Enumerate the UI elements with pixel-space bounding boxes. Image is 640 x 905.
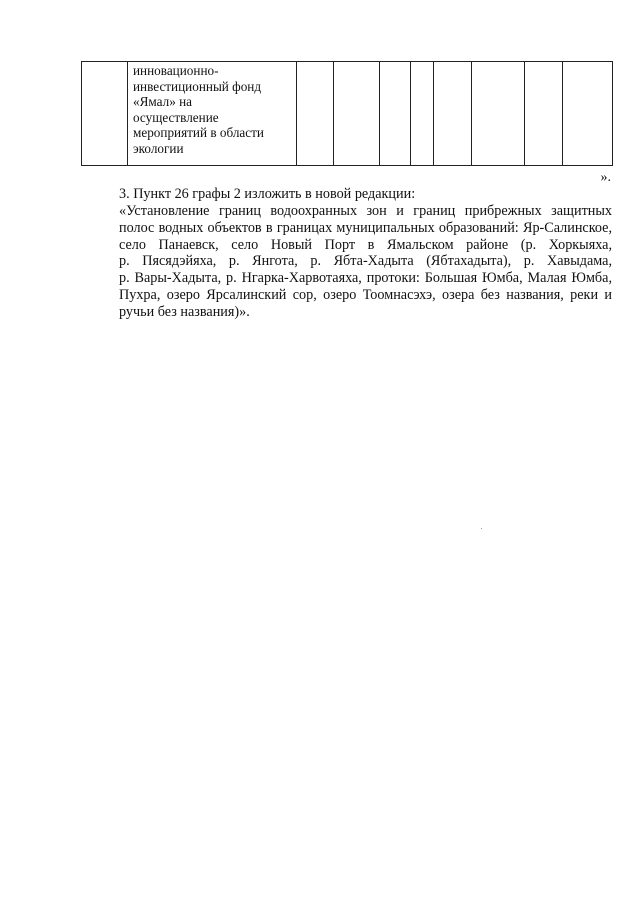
table-cell-empty — [563, 62, 613, 166]
cell-text-line: «Ямал» на — [133, 94, 192, 110]
body-line: село Панаевск, село Новый Порт в Ямальском районе (р. Хоркыяха, — [119, 236, 612, 253]
table-cell-empty — [411, 62, 434, 166]
body-line: полос водных объектов в границах муниципальных образований: Яр-Салинское, — [119, 219, 612, 236]
body-line: р. Пясядэйяха, р. Янгота, р. Ябта-Хадыта (Ябтахадыта), р. Хавыдама, — [119, 253, 612, 270]
table-cell-empty — [297, 62, 334, 166]
table-cell-empty — [334, 62, 380, 166]
table-cell-empty — [525, 62, 563, 166]
table-cell-empty — [472, 62, 525, 166]
section-3-body — [81, 203, 612, 321]
table-cell-empty — [434, 62, 472, 166]
cell-text-line: экологии — [133, 140, 184, 156]
closing-quote: ». — [600, 170, 611, 185]
table-cell-number — [82, 62, 128, 166]
table-cell-empty — [380, 62, 411, 166]
table-fragment — [81, 61, 613, 166]
body-line: ручьи без названия)». — [119, 303, 250, 320]
cell-text-line: осуществление — [133, 109, 219, 125]
cell-text-line: мероприятий в области — [133, 125, 264, 141]
scan-artifact — [481, 528, 482, 529]
table-row — [82, 62, 613, 166]
body-line: «Установление границ водоохранных зон и границ прибрежных защитных — [119, 203, 612, 219]
section-3-heading: 3. Пункт 26 графы 2 изложить в новой редакции: — [119, 186, 416, 202]
body-line: Пухра, озеро Ярсалинский сор, озеро Тоомнасэхэ, озера без названия, реки и — [119, 286, 612, 303]
cell-text-line: инвестиционный фонд — [133, 78, 262, 94]
body-line: р. Вары-Хадыта, р. Нгарка-Харвотаяха, протоки: Большая Юмба, Малая Юмба, — [119, 270, 612, 287]
cell-text-line: инновационно- — [133, 63, 219, 78]
table-cell-description — [128, 62, 297, 166]
